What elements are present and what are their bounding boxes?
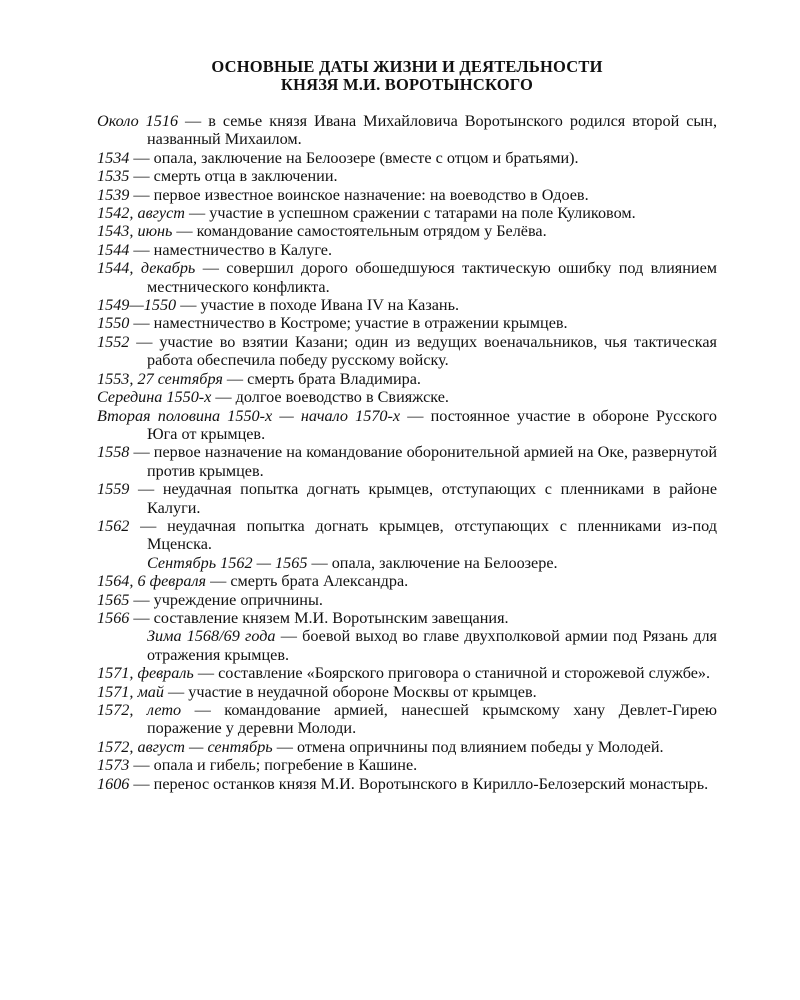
entry-date: 1571, май — [97, 682, 164, 701]
entry-date: 1552 — [97, 332, 130, 351]
entry-text: — в семье князя Ивана Михайловича Воротынского родился второй сын, названный Михаилом. — [147, 112, 717, 149]
chronology-entry — [97, 370, 717, 388]
chronology-entry — [97, 333, 717, 370]
entry-date: Сентябрь 1562 — 1565 — [147, 553, 308, 572]
entry-text: — боевой выход во главе двухполковой армии под Рязань для отражения крымцев. — [147, 627, 717, 664]
entry-text: — участие в успешном сражении с татарами на поле Куликовом. — [184, 204, 636, 223]
chronology-entry — [97, 609, 717, 627]
entry-date: 1571, февраль — [97, 664, 194, 683]
chronology-entry — [97, 683, 717, 701]
chronology-entry — [97, 775, 717, 793]
chronology-entry — [97, 517, 717, 554]
chronology-entry — [97, 149, 717, 167]
chronology-entry — [97, 756, 717, 774]
chronology-entry — [97, 627, 717, 664]
entry-text: — участие в походе Ивана IV на Казань. — [176, 296, 459, 315]
entry-text: — неудачная попытка догнать крымцев, отступающих с пленниками из-под Мценска. — [129, 516, 717, 554]
entry-date: 1564, 6 февраля — [97, 572, 207, 591]
chronology-entry — [97, 167, 717, 185]
entry-date: 1559 — [97, 480, 130, 499]
entry-text: — смерть отца в заключении. — [129, 167, 338, 186]
chronology-entry — [97, 407, 717, 444]
entry-text: — опала, заключение на Белоозере (вместе с отцом и братьями). — [129, 148, 579, 167]
entry-date: Зима 1568/69 года — [147, 627, 276, 646]
entry-date: 1553, 27 сентября — [97, 369, 223, 388]
entry-text: — участие в неудачной обороне Москвы от крымцев. — [164, 682, 537, 701]
entry-text: — опала, заключение на Белоозере. — [307, 553, 558, 572]
chronology-entry — [97, 480, 717, 517]
entry-text: — опала и гибель; погребение в Кашине. — [129, 756, 418, 775]
chronology-entry — [97, 204, 717, 222]
chronology-entry — [97, 314, 717, 332]
chronology-entry — [97, 112, 717, 149]
title-line-2: КНЯЗЯ М.И. ВОРОТЫНСКОГО — [280, 75, 534, 94]
entry-text: — совершил дорого обошедшуюся тактическую ошибку под влиянием местнического конфликта. — [147, 259, 718, 296]
entry-date: 1544, декабрь — [97, 259, 196, 278]
chronology-list — [97, 112, 717, 793]
entry-text: — первое назначение на командование оборонительной армией на Оке, развернутой против крымцев. — [129, 443, 717, 480]
entry-date: 1565 — [97, 590, 130, 609]
entry-text: — отмена опричнины под влиянием победы у Молодей. — [272, 737, 664, 756]
entry-text: — наместничество в Калуге. — [129, 240, 333, 259]
entry-date: Около 1516 — [97, 112, 179, 130]
chronology-entry — [97, 222, 717, 240]
entry-text: — долгое воеводство в Свияжске. — [211, 388, 449, 407]
chronology-entry — [97, 241, 717, 259]
chronology-entry — [97, 591, 717, 609]
entry-text: — смерть брата Александра. — [206, 572, 409, 591]
entry-date: Вторая половина 1550-х — начало 1570-х — [97, 406, 401, 425]
entry-date: 1539 — [97, 185, 130, 204]
entry-date: Середина 1550-х — [97, 388, 212, 407]
chronology-entry — [97, 738, 717, 756]
entry-text: — участие во взятии Казани; один из ведущих военачальников, чья тактическая работа обеспечила победу русскому войску. — [129, 332, 717, 370]
entry-text: — составление «Боярского приговора о станичной и сторожевой службе». — [193, 664, 711, 683]
chronology-entry — [97, 554, 717, 572]
entry-text: — наместничество в Костроме; участие в отражении крымцев. — [129, 314, 568, 333]
entry-date: 1566 — [97, 608, 130, 627]
entry-date: 1572, лето — [97, 701, 182, 719]
entry-date: 1534 — [97, 148, 130, 167]
chronology-entry — [97, 186, 717, 204]
entry-date: 1550 — [97, 314, 130, 333]
entry-date: 1535 — [97, 167, 130, 186]
entry-date: 1549—1550 — [97, 296, 177, 315]
entry-text: — неудачная попытка догнать крымцев, отступающих с пленниками в районе Калуги. — [129, 480, 717, 517]
chronology-entry — [97, 388, 717, 406]
entry-date: 1572, август — сентябрь — [97, 737, 273, 756]
entry-date: 1573 — [97, 756, 130, 775]
entry-text: — составление князем М.И. Воротынским завещания. — [129, 608, 509, 627]
chronology-entry — [97, 259, 717, 296]
title-line-1: ОСНОВНЫЕ ДАТЫ ЖИЗНИ И ДЕЯТЕЛЬНОСТИ — [211, 57, 603, 76]
page-title — [97, 58, 717, 94]
entry-text: — смерть брата Владимира. — [222, 369, 421, 388]
chronology-entry — [97, 701, 717, 738]
entry-date: 1543, июнь — [97, 222, 173, 241]
document-page — [97, 58, 717, 793]
entry-text: — командование армией, нанесшей крымскому хану Девлет-Гирею поражение у деревни Молоди. — [147, 701, 717, 738]
entry-text: — перенос останков князя М.И. Воротынского в Кирилло-Белозерский монастырь. — [129, 774, 709, 793]
chronology-entry — [97, 443, 717, 480]
entry-text: — командование самостоятельным отрядом у Белёва. — [172, 222, 547, 241]
chronology-entry — [97, 296, 717, 314]
entry-date: 1606 — [97, 774, 130, 793]
entry-text: — первое известное воинское назначение: на воеводство в Одоев. — [129, 185, 589, 204]
chronology-entry — [97, 664, 717, 682]
entry-date: 1542, август — [97, 204, 185, 223]
entry-date: 1544 — [97, 240, 130, 259]
entry-date: 1558 — [97, 443, 130, 462]
chronology-entry — [97, 572, 717, 590]
entry-date: 1562 — [97, 516, 130, 535]
entry-text: — учреждение опричнины. — [129, 590, 323, 609]
entry-text: — постоянное участие в обороне Русского Юга от крымцев. — [147, 406, 717, 443]
